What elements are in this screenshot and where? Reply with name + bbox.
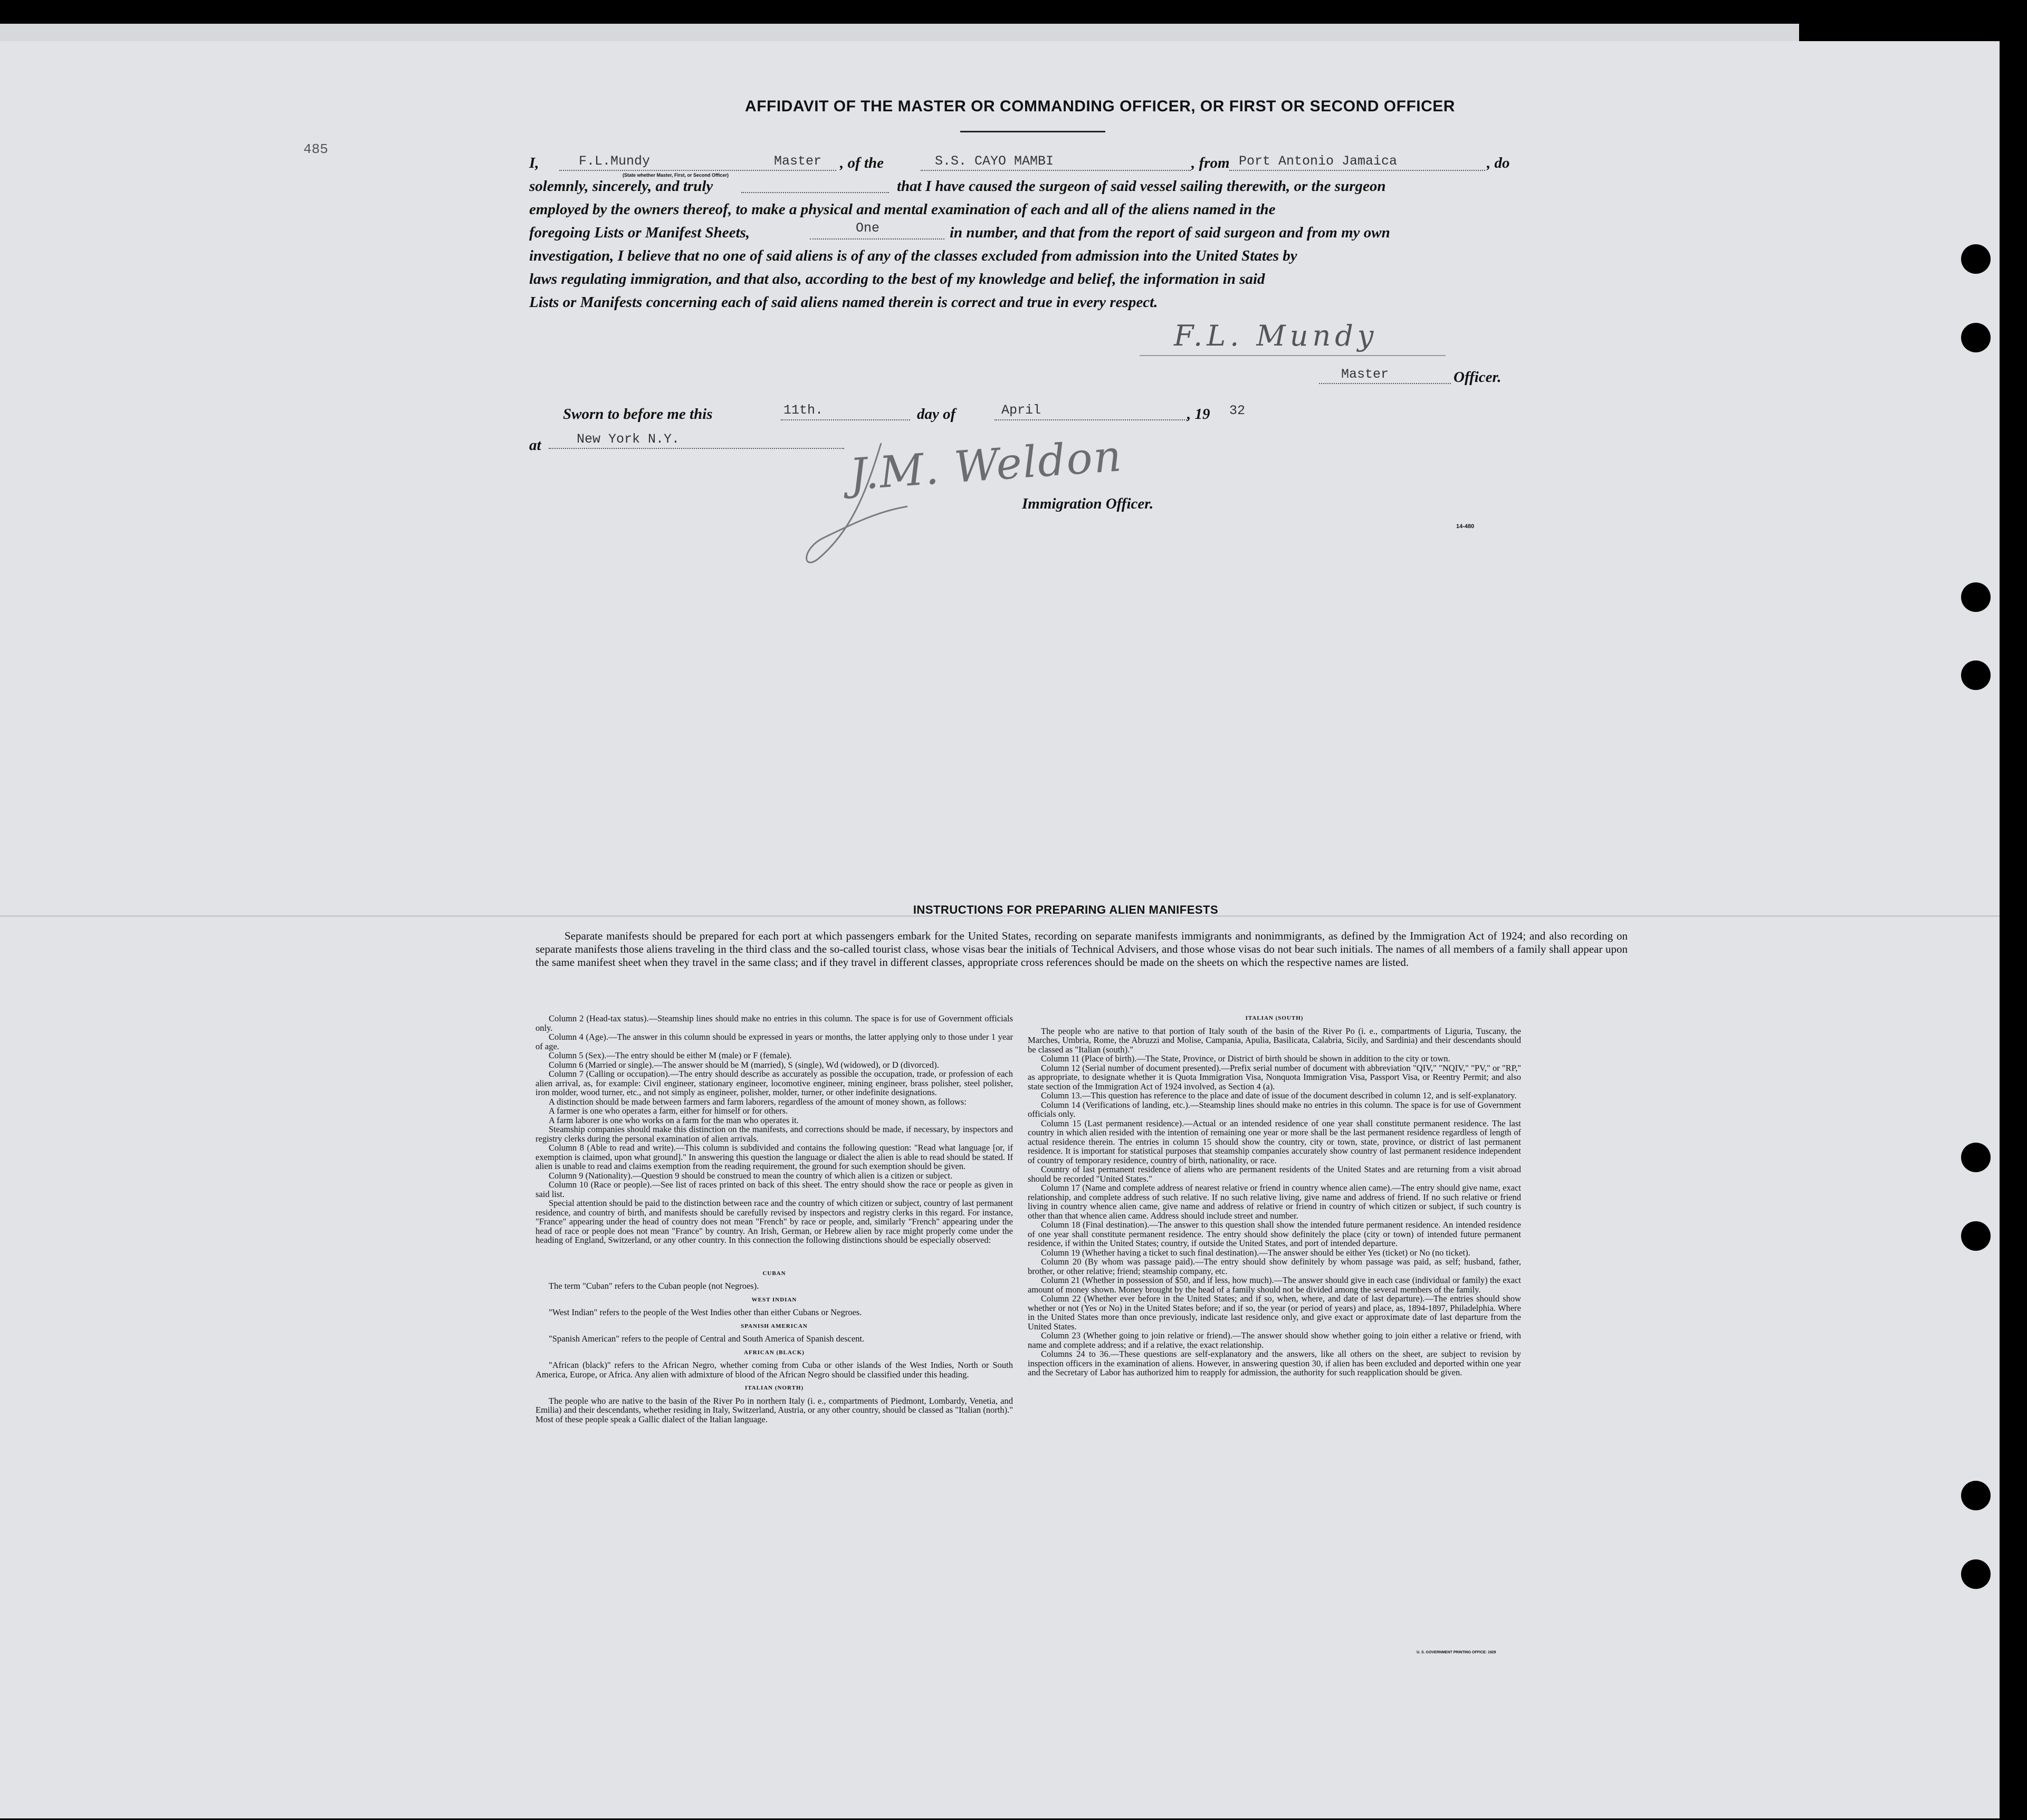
punch-hole [1961,660,1991,690]
signature-underline [1140,355,1446,356]
officer-rank-underline [1319,383,1451,384]
african-text: "African (black)" refers to the African Negro, whether coming from Cuba or other islands of the West Indies, North or South America, Europe, or Africa. Any alien with admixture of blood of the African Negro should be classified under this heading. [536,1360,1013,1380]
i-label: I, [529,155,539,171]
punch-hole [1961,1221,1991,1251]
title-rule [960,131,1105,132]
column-18-text: Column 18 (Final destination).—The answer to this question shall show the intended future permanent residence. An intended residence of one year shall constitute permanent residence. The entry should show definitely the place (city or town) of intended future permanent residence, if within the United States; country, if outside the United States, and port of intended departure. [1028,1220,1521,1248]
steamship-distinction-text: Steamship companies should make this distinction on the manifests, and corrections should be made, if necessary, by inspectors and registry clerks during the personal examination of alien arrivals. [536,1124,1013,1144]
from-label: , from [1191,155,1230,171]
column-8-text: Column 8 (Able to read and write).—This column is subdivided and contains the following question: "Read what language [or, if exemption is claimed, upon what ground]." In answering this question the language or dialect the alien is able to read should be stated. If alien is unable to read and claims exemption from the reading requirement, the ground for such exemption should be given. [536,1143,1013,1171]
at-label: at [529,437,541,454]
italian-north-heading: ITALIAN (NORTH) [744,1385,804,1391]
affidavit-line-5: investigation, I believe that no one of said aliens is of any of the classes excluded from admission into the United States by [529,247,1297,264]
master-name-field: F.L.Mundy [579,154,651,169]
affidavit-line-4a: foregoing Lists or Manifest Sheets, [529,224,750,241]
column-7-text: Column 7 (Calling or occupation).—The entry should describe as accurately as possible the occupation, trade, or profession of each alien arrival, as, for example: Civil engineer, stationary engineer, locomotive engineer, mining engineer, brass polisher, steel polisher, iron molder, wood turner, etc., and not simply as engineer, polisher, molder, turner, or other indefinite designations. [536,1069,1013,1097]
column-9-text: Column 9 (Nationality).—Question 9 should be construed to mean the country of which alien is a citizen or subject. [549,1170,953,1181]
farm-laborer-definition: A farm laborer is one who works on a farm for the man who operates it. [549,1115,799,1125]
instructions-intro: Separate manifests should be prepared for each port at which passengers embark for the United States, recording on separate manifests immigrants and nonimmigrants, as defined by the Immigration Act of 1924; and also recording on separate manifests those aliens traveling in the third class and the so-called tourist class, whose visas bear the initials of Technical Advisers, and those whose visas do not bear such initials. The names of all members of a family shall appear upon the same manifest sheet when they travel in the same class; and if they travel in different classes, appropriate cross references should be made on the sheets on which the respective names are listed. [536,930,1628,969]
punch-hole [1961,323,1991,352]
column-5-text: Column 5 (Sex).—The entry should be either M (male) or F (female). [549,1050,792,1060]
column-19-text: Column 19 (Whether having a ticket to such final destination).—The answer should be either Yes (ticket) or No (no ticket). [1041,1247,1470,1258]
vessel-underline [921,170,1191,171]
farmer-distinction-text: A distinction should be made between farmers and farm laborers, regardless of the amount of money shown, as follows: [549,1096,967,1107]
form-number: 14-480 [1456,523,1475,530]
day-underline [781,419,910,420]
italian-south-heading: ITALIAN (SOUTH) [1245,1015,1304,1021]
column-10-text: Column 10 (Race or people).—See list of races printed on back of this sheet. The entry should show the race or people as given in said list. [536,1180,1013,1199]
affidavit-line-4b: in number, and that from the report of said surgeon and from my own [950,224,1390,241]
column-6-text: Column 6 (Married or single).—The answer should be M (married), S (single), Wd (widowed), or D (divorced). [549,1059,939,1070]
sheet-count-underline [810,238,944,240]
affidavit-line-1 [529,151,539,175]
punch-hole [1961,244,1991,274]
column-23-text: Column 23 (Whether going to join relative or friend).—The answer should show whether going to join either a relative or friend, with name and complete address; and if a relative, the exact relationship. [1028,1330,1521,1350]
sworn-day-field: 11th. [783,403,824,418]
punch-hole [1961,1143,1991,1172]
column-15-text: Column 15 (Last permanent residence).—Actual or an intended residence of one year shall constitute permanent residence. The last country in which alien resided with the intention of remaining one year or more shall be the last permanent residence regardless of length of actual residence therein. The entries in column 15 should show the country, city or town, state, province, or district of last permanent residence. It is important for statistical purposes that steamship companies accurately show country of last permanent residence independent of country of temporary residence, country of birth, nationality, or race. [1028,1118,1521,1165]
affidavit-line-3: employed by the owners thereof, to make a physical and mental examination of each and all of the aliens named in the [529,201,1276,218]
punch-hole [1961,1559,1991,1589]
sworn-label: Sworn to before me this [563,406,713,423]
italian-north-text: The people who are native to the basin of the River Po in northern Italy (i. e., compartments of Piedmont, Lombardy, Venetia, and Emilia) and their descendants, whether residing in Italy, Switzerland, Austria, or any other country, should be classed as "Italian (north)." Most of these people speak a Gallic dialect of the Italian language. [536,1395,1013,1424]
officer-label: Officer. [1454,369,1502,386]
master-signature: F.L. Mundy [1174,319,1378,352]
of-the-label: , of the [840,155,884,171]
column-20-text: Column 20 (By whom was passage paid).—The entry should show definitely by whom passage was paid, as self; husband, father, brother, or other relative; friend; steamship company, etc. [1028,1257,1521,1276]
officer-rank-field: Master [1341,367,1389,382]
sheet-count-field: One [856,221,880,236]
line2-underline [741,192,889,193]
column-13-text: Column 13.—This question has reference to the place and date of issue of the document described in column 12, and is self-explanatory. [1041,1090,1517,1100]
port-underline [1229,170,1485,171]
instructions-title: INSTRUCTIONS FOR PREPARING ALIEN MANIFESTS [913,903,1219,916]
column-22-text: Column 22 (Whether ever before in the United States; and if so, when, where, and date of last departure).—The entries should show whether or not (Yes or No) in the United States before; and if so, the year (or period of years) and place, as, 1894-1897, Philadelphia. Where in the United States more than once previously, indicate last residence only, and give exact or approximate date of last departure from the United States. [1028,1294,1521,1332]
affidavit-line-7: Lists or Manifests concerning each of said aliens named therein is correct and true in every respect. [529,294,1158,311]
columns-24-36-text: Columns 24 to 36.—These questions are self-explanatory and the answers, like all others on the sheet, are subject to revision by inspection officers in the examination of aliens. However, in answering question 30, if alien has been excluded and deported within one year and the Secretary of Labor has authorized him to reapply for admission, the authority for such reapplication should be given. [1028,1349,1521,1377]
italian-south-text: The people who are native to that portion of Italy south of the basin of the River Po (i. e., compartments of Liguria, Tuscany, the Marches, Umbria, Rome, the Abruzzi and Molise, Campania, Apulia, Basilicata, Calabria, Sicily, and Sardinia) and their descendants should be classed as "Italian (south)." [1028,1026,1521,1055]
farmer-definition: A farmer is one who operates a farm, either for himself or for others. [549,1106,788,1116]
immigration-officer-label: Immigration Officer. [1022,495,1154,512]
cuban-text: The term "Cuban" refers to the Cuban people (not Negroes). [549,1281,759,1291]
year-field: 32 [1229,403,1246,418]
immigration-officer-signature: J.M. Weldon [848,431,1124,500]
column-2-text: Column 2 (Head-tax status).—Steamship lines should make no entries in this column. The space is for use of Government officials only. [536,1013,1013,1033]
day-of-label: day of [917,406,956,423]
instructions-right-column [1028,1014,1521,1377]
printer-imprint: U. S. GOVERNMENT PRINTING OFFICE: 1929 [1417,1651,1496,1654]
solemnly-text: solemnly, sincerely, and truly [529,178,713,195]
year-prefix: , 19 [1187,406,1210,423]
rank-note: (State whether Master, First, or Second Officer) [623,173,729,178]
west-indian-text: "West Indian" refers to the people of the West Indies other than either Cubans or Negroes. [549,1307,862,1317]
column-21-text: Column 21 (Whether in possession of $50, and if less, how much).—The answer should give in each case (individual or family) the exact amount of money shown. Money brought by the head of a family should not be divided among the several members of the family. [1028,1275,1521,1295]
punch-hole [1961,1481,1991,1510]
column-14-text: Column 14 (Verifications of landing, etc.).—Steamship lines should make no entries in this column. The space is for use of Government officials only. [1028,1099,1521,1119]
spanish-american-heading: SPANISH AMERICAN [741,1323,808,1329]
column-11-text: Column 11 (Place of birth).—The State, Province, or District of birth should be shown in addition to the city or town. [1041,1053,1450,1064]
column-15-returning-text: Country of last permanent residence of aliens who are permanent residents of the United States and are returning from a visit abroad should be recorded "United States." [1028,1164,1521,1184]
month-underline [995,419,1187,420]
affidavit-title: AFFIDAVIT OF THE MASTER OR COMMANDING OFFICER, OR FIRST OR SECOND OFFICER [745,98,1455,115]
do-label: , do [1487,155,1510,171]
location-field: New York N.Y. [577,432,680,447]
cuban-heading: CUBAN [762,1270,786,1277]
instructions-left-column [536,1014,1013,1424]
sworn-month-field: April [1001,403,1041,418]
vessel-field: S.S. CAYO MAMBI [935,154,1054,169]
surgeon-text: that I have caused the surgeon of said vessel sailing therewith, or the surgeon [897,178,1386,195]
column-12-text: Column 12 (Serial number of document presented).—Prefix serial number of document with abbreviation "QIV," "NQIV," "PV," or "RP," as appropriate, to designate whether it is Quota Immigration Visa, Nonquota Immigration Visa, Passport Visa, or Reentry Permit; and also state section of the Immigration Act of 1924 involved, as Section 4 (a). [1028,1062,1521,1091]
column-4-text: Column 4 (Age).—The answer in this column should be expressed in years or months, the latter applying only to those under 1 year of age. [536,1032,1013,1051]
port-field: Port Antonio Jamaica [1239,154,1398,169]
punch-hole [1961,582,1991,612]
corner-mark: 485 [303,141,328,157]
affidavit-line-2 [529,175,713,198]
race-distinction-text: Special attention should be paid to the distinction between race and the country of which citizen or subject, country of last permanent residence, and country of birth, and manifests should be carefully revised by inspectors and registry clerks in this regard. For instance, "France" appearing under the head of country does not mean "French" by race or people, and, similarly "French" appearing under the head of race or people does not mean "France" by country. An Irish, German, or Hebrew alien by race might properly come under the heading of England, Switzerland, or any other country. In this connection the following distinctions should be especially observed: [536,1198,1013,1245]
column-17-text: Column 17 (Name and complete address of nearest relative or friend in country whence alien came).—The entry should give name, exact relationship, and complete address of such relative. If no such relative living, give name and address of friend. If no such relative or friend living in country whence alien came, give name and address of relative or friend in country of which citizen or subject, if such country is other than that whence alien came. Address should include street and number. [1028,1183,1521,1221]
affidavit-line-6: laws regulating immigration, and that also, according to the best of my knowledge and belief, the information in said [529,271,1265,288]
west-indian-heading: WEST INDIAN [751,1296,797,1303]
rank-field: Master [774,154,822,169]
signature-flourish [786,433,923,575]
african-heading: AFRICAN (BLACK) [744,1349,805,1356]
spanish-american-text: "Spanish American" refers to the people of Central and South America of Spanish descent. [549,1334,865,1344]
